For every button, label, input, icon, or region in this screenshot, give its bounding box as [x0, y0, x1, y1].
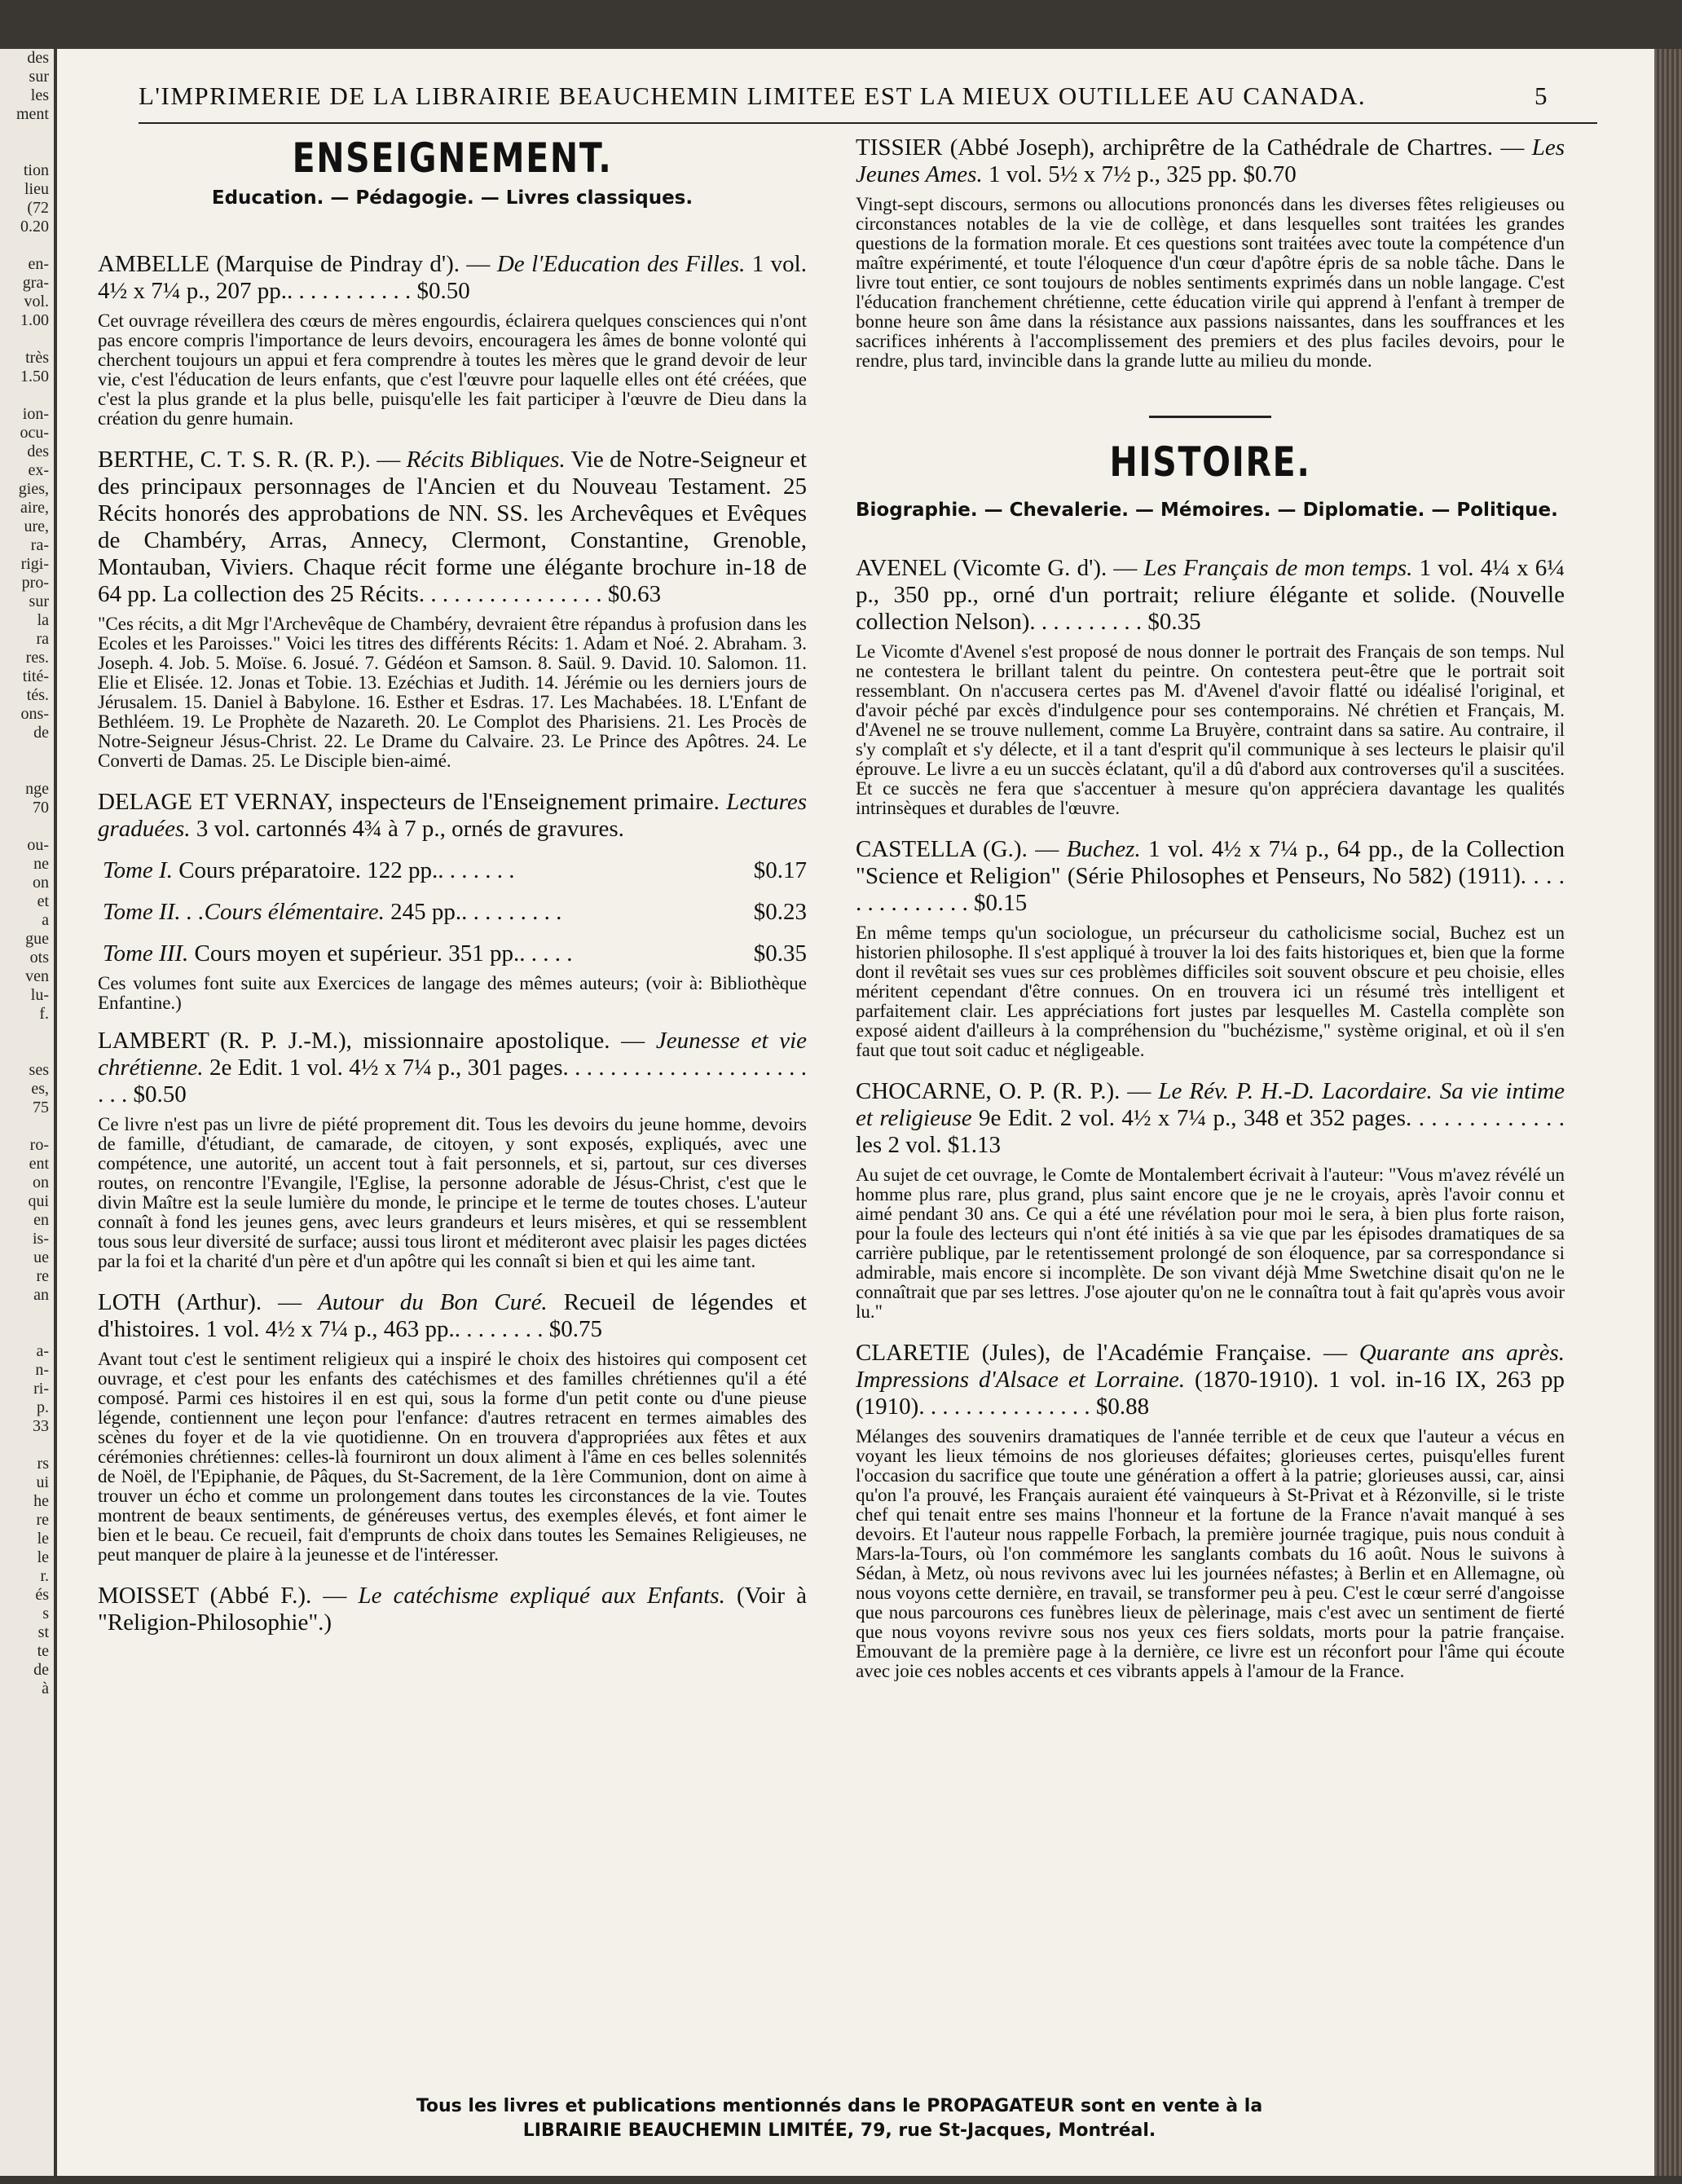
footer-line-2: LIBRAIRIE BEAUCHEMIN LIMITÉE, 79, rue St-Jacques, Montréal.: [522, 2120, 1156, 2141]
strip-fragment: ne: [33, 855, 49, 873]
entry-title: Les Français de mon temps.: [1143, 555, 1413, 581]
strip-fragment: rigi-: [20, 555, 49, 573]
entry-details: 1 vol. 4½ x 7¼ p., 64 pp., de la Collection "Science et Religion" (Série Philosophes et Penseurs, No 582) (1911). . . . . . . . . . . . . . $0.15: [856, 836, 1565, 916]
strip-fragment: [0, 1305, 54, 1323]
entry-details: (Voir à "Religion-Philosophie".): [98, 1583, 808, 1636]
tome-price: $0.17: [753, 857, 807, 883]
entry-description: Avant tout c'est le sentiment religieux qui a inspiré le choix des histoires qui composent cet ouvrage, et c'est pour les enfants des catéchismes et des familles chrétiennes qu'il a été composé. Parmi ces histoires il en est qui, sous la forme d'un petit conte ou d'une pieuse légende, contiennent une leçon pour l'enfance: d'autres retracent en termes aimables des scènes du foyer et de la vie quotidienne. On en trouvera d'appropriées aux fêtes et aux cérémonies chrétiennes: celles-là fourniront un doux aliment à l'âme en ces belles solennités de Noël, de l'Epiphanie, de Pâques, du St-Sacrement, de la 1ère Communion, dont on aime à trouver un écho et comme un prolongement dans toutes les circonstances de la vie. Toutes montrent de beaux sentiments, de généreuses vertus, des exemples élevés, et font aimer le bien et le beau. Ce recueil, fait d'emprunts de choix dans toutes les Semaines Religieuses, ne peut manquer de plaire à la jeunesse et de l'intéresser.: [98, 1349, 807, 1565]
tome-label: Tome I.: [103, 857, 173, 883]
strip-fragment: des: [27, 443, 49, 460]
strip-fragment: he: [33, 1492, 49, 1510]
strip-fragment: is-: [33, 1230, 49, 1248]
entry-chocarne: [856, 1078, 1565, 1322]
strip-fragment: a-: [36, 1342, 49, 1360]
tome-row: [98, 857, 807, 884]
tome-text: Cours moyen et supérieur. 351 pp.. . . . .: [194, 940, 573, 967]
strip-fragment: 0.20: [20, 218, 49, 236]
strip-fragment: ro-: [29, 1136, 49, 1154]
book-edge: [1654, 49, 1682, 2176]
strip-fragment: és: [35, 1586, 49, 1604]
entry-details: Vie de Notre-Seigneur et des principaux personnages de l'Ancien et du Nouveau Testament. 25 Récits honorés des approbations de NN. SS. les Archevêques et Evêques de Chambéry, Arras, Annecy, Clermont, Constantine, Grenoble, Montauban, Viviers. Chaque récit forme une élégante brochure in-18 de 64 pp. La collection des 25 Récits. . . . . . . . . . . . . . . . $0.63: [98, 447, 808, 607]
strip-fragment: lu-: [30, 986, 49, 1004]
strip-fragment: ui: [36, 1473, 49, 1491]
strip-fragment: qui: [28, 1192, 49, 1210]
entry-moisset: [98, 1583, 807, 1636]
strip-fragment: [0, 761, 54, 780]
strip-fragment: 1.50: [20, 368, 49, 385]
strip-fragment: (72: [27, 199, 49, 217]
tome-note: Ces volumes font suite aux Exercices de langage des mêmes auteurs; (voir à: Bibliothèque Enfantine.): [98, 973, 807, 1013]
strip-fragment: les: [30, 86, 49, 104]
strip-fragment: a: [42, 911, 49, 929]
entry-title: Le Rév. P. H.-D. Lacordaire. Sa vie intime et religieuse: [856, 1078, 1565, 1131]
strip-fragment: ons-: [20, 705, 49, 723]
strip-fragment: te: [37, 1642, 49, 1660]
strip-fragment: aire,: [20, 499, 49, 517]
strip-fragment: sur: [29, 592, 49, 610]
entry-title: Le catéchisme expliqué aux Enfants.: [358, 1583, 725, 1609]
entry-head: LAMBERT (R. P. J.-M.), missionnaire apostolique. —: [98, 1028, 645, 1054]
entry-details: 1 vol. 4¼ x 6¼ p., 350 pp., orné d'un portrait; reliure élégante et solide. (Nouvelle collection Nelson). . . . . . . . . . $0.35: [856, 555, 1565, 635]
right-column: [856, 134, 1565, 1681]
strip-fragment: s: [42, 1605, 49, 1623]
entry-description: Ce livre n'est pas un livre de piété proprement dit. Tous les devoirs du jeune homme, devoirs de famille, d'étudiant, de camarade, de citoyen, y sont exposés, expliqués, avec une compétence, une autorité, un accent tout à fait personnels, et si, partout, sur ces diverses routes, on rencontre l'Evangile, l'Eglise, la personne adorable de Jésus-Christ, c'est que le divin Maître est la seule lumière du monde, le principe et le terme de toutes choses. L'auteur connaît à fond les jeunes gens, avec leurs grandeurs et leurs misères, et qui se ressemblent tous sous leur diversité de surface; aussi tous liront et méditeront avec plaisir les pages dictées par la foi et la charité d'un père et d'un apôtre qui les connaît si bien et qui les aime tant.: [98, 1114, 807, 1271]
footer-notice: [212, 2094, 1467, 2143]
entry-lambert: [98, 1028, 807, 1271]
footer-line-1: Tous les livres et publications mentionnés dans le PROPAGATEUR sont en vente à la: [416, 2096, 1263, 2116]
entry-head: DELAGE ET VERNAY, inspecteurs de l'Enseignement primaire.: [98, 789, 720, 815]
strip-fragment: nge: [25, 780, 49, 798]
strip-fragment: [0, 386, 54, 405]
strip-fragment: ra-: [30, 536, 49, 554]
tome-price: $0.23: [753, 899, 807, 925]
entry-description: Mélanges des souvenirs dramatiques de l'année terrible et de ceux que l'auteur a vécus en voyant les lieux témoins de nos glorieuses défaites; glorieuses certes, puisqu'elles furent l'occasion du sacrifice que toute une génération a offert à la patrie; glorieuses aussi, car, ainsi qu'on l'a prouvé, les Français auraient été vainqueurs à St-Privat et à Rézonville, si le triste chef qui tenait entre ses mains l'honneur et la fortune de la France n'avait manqué à ses devoirs. Et l'auteur nous rappelle Forbach, la première journée tragique, puis nous conduit à Mars-la-Tours, où l'on commémore les sanglants combats du 16 août. Nous le suivons à Sédan, à Metz, où nous revivons avec lui les journées néfastes; à Berlin et en Allemagne, où nous voyons cette dernière, en travail, se transformer peu à peu. C'est le cœur serré d'angoisse que nous parcourons ces funèbres lieux de pèlerinage, mais c'est avec un sentiment de fierté que nous voyons revivre sous nos yeux ces fiers soldats, morts pour la patrie française. Emouvant de la première page à la dernière, ce livre est un réconfort pour l'âme qui écoute avec joie ces nobles accents et ces vibrants appels à l'amour de la France.: [856, 1426, 1565, 1681]
strip-fragment: rs: [37, 1455, 49, 1473]
strip-fragment: ven: [25, 967, 49, 985]
strip-fragment: [0, 1323, 54, 1342]
strip-fragment: an: [33, 1286, 49, 1304]
tome-text: 245 pp.. . . . . . . . .: [390, 899, 562, 925]
entry-ambelle: [98, 251, 807, 429]
strip-fragment: [0, 742, 54, 761]
strip-fragment: [0, 124, 54, 143]
entry-head: LOTH (Arthur). —: [98, 1289, 302, 1315]
strip-fragment: et: [37, 892, 49, 910]
strip-fragment: 75: [33, 1099, 49, 1116]
entry-delage: [98, 789, 807, 843]
entry-description: "Ces récits, a dit Mgr l'Archevêque de Chambéry, devraient être répandus à profusion dans les Ecoles et les Paroisses." Voici les titres des différents Récits: 1. Adam et Noé. 2. Abraham. 3. Joseph. 4. Job. 5. Moïse. 6. Josué. 7. Gédéon et Samson. 8. Saül. 9. David. 10. Salomon. 11. Elie et Elisée. 12. Jonas et Tobie. 13. Ezéchias et Judith. 14. Jérémie ou les derniers jours de Jérusalem. 15. Daniel à Babylone. 16. Esther et Esdras. 17. Les Machabées. 18. L'Enfant de Bethléem. 19. Le Prophète de Nazareth. 20. Le Complot des Pharisiens. 21. Les Procès de Notre-Seigneur Jésus-Christ. 22. Le Drame du Calvaire. 23. Le Prince des Apôtres. 24. Le Converti de Damas. 25. Le Disciple bien-aimé.: [98, 614, 807, 771]
entry-head: CLARETIE (Jules), de l'Académie Française. —: [856, 1340, 1348, 1366]
entry-details: (1870-1910). 1 vol. in-16 IX, 263 pp (1910). . . . . . . . . . . . . . . $0.88: [856, 1367, 1565, 1420]
tome-label: Tome III.: [103, 940, 189, 967]
entry-details: 9e Edit. 2 vol. 4½ x 7¼ p., 348 et 352 pages. . . . . . . . . . . . . les 2 vol. $1.13: [856, 1105, 1565, 1158]
entry-head: BERTHE, C. T. S. R. (R. P.). —: [98, 447, 401, 473]
strip-fragment: ocu-: [20, 424, 49, 442]
entry-claretie: [856, 1340, 1565, 1681]
strip-fragment: ses: [29, 1061, 49, 1079]
entry-head: MOISSET (Abbé F.). —: [98, 1583, 347, 1609]
entry-title: Jeunesse et vie chrétienne.: [98, 1028, 808, 1081]
entry-details: 1 vol. 5½ x 7½ p., 325 pp. $0.70: [988, 161, 1297, 187]
entry-title: Les Jeunes Ames.: [856, 134, 1565, 187]
tome-price: $0.35: [753, 940, 807, 967]
strip-fragment: le: [37, 1548, 49, 1566]
strip-fragment: ou-: [27, 836, 49, 854]
entry-title: Autour du Bon Curé.: [318, 1289, 548, 1315]
section-subtitle: Biographie. — Chevalerie. — Mémoires. — Diplomatie. — Politique.: [856, 500, 1558, 521]
strip-fragment: 70: [33, 799, 49, 817]
strip-fragment: ure,: [24, 517, 49, 535]
entry-berthe: [98, 447, 807, 771]
entry-head: CHOCARNE, O. P. (R. P.). —: [856, 1078, 1151, 1104]
entry-title: De l'Education des Filles.: [496, 251, 746, 277]
strip-fragment: re: [36, 1267, 49, 1285]
strip-fragment: 33: [33, 1417, 49, 1435]
strip-fragment: f.: [39, 1005, 49, 1023]
strip-fragment: [0, 236, 54, 255]
tome-label: Tome II. . .Cours élémentaire.: [103, 899, 385, 925]
left-column: [98, 134, 807, 1636]
entry-description: Vingt-sept discours, sermons ou allocutions prononcés dans les diverses fêtes religieuses ou circonstances notables de la vie de collège, et dans lesquelles sont traitées les grandes questions de la formation morale. Et ces questions sont traitées avec toute la compétence d'un maître expérimenté, et toute l'éloquence d'un cœur d'apôtre épris de sa noble tâche. Dans le livre tout entier, ce sont toujours de nobles sentiments exprimés dans un noble langage. C'est l'éducation franchement chrétienne, cette éducation virile qui apprend à l'enfant à tremper de bonne heure son âme dans la résistance aux passions naissantes, dans les souffrances et les sacrifices inhérents à l'accomplissement des premiers et des plus faciles devoirs, pour le rendre, plus tard, invincible dans la grande lutte au milieu du monde.: [856, 194, 1565, 371]
strip-fragment: [0, 1024, 54, 1042]
tome-text: Cours préparatoire. 122 pp.. . . . . . .: [178, 857, 515, 883]
strip-fragment: [0, 1042, 54, 1061]
strip-fragment: p.: [37, 1398, 49, 1416]
strip-fragment: ra: [36, 630, 49, 648]
strip-fragment: ots: [29, 949, 49, 967]
entry-description: Cet ouvrage réveillera des cœurs de mères engourdis, éclairera quelques consciences qui n'ont pas encore compris l'importance de leurs devoirs, encouragera les âmes de bonne volonté qui cherchent toujours un appui et fera comprendre à toutes les mères que le grand devoir de leur vie, c'est l'éducation de leurs enfants, que c'est l'œuvre pour laquelle elles ont été créées, que c'est la plus grande et la plus belle, puisqu'elle les fait participer à l'œuvre de Dieu dans la création du genre humain.: [98, 310, 807, 429]
strip-fragment: 1.00: [20, 311, 49, 329]
tome-row: [98, 899, 807, 926]
strip-fragment: gies,: [18, 480, 49, 498]
strip-fragment: res.: [25, 649, 49, 667]
strip-fragment: ex-: [28, 461, 49, 479]
strip-fragment: la: [37, 611, 49, 629]
entry-head: CASTELLA (G.). —: [856, 836, 1059, 862]
entry-avenel: [856, 555, 1565, 818]
strip-fragment: tés.: [26, 686, 49, 704]
strip-fragment: à: [42, 1680, 49, 1697]
strip-fragment: gra-: [22, 274, 49, 292]
strip-fragment: tion: [23, 161, 49, 179]
running-header: [139, 81, 1548, 117]
strip-fragment: ri-: [33, 1380, 49, 1398]
strip-fragment: [0, 817, 54, 836]
strip-fragment: gue: [25, 930, 49, 948]
entry-details: 3 vol. cartonnés 4¾ à 7 p., ornés de gravures.: [196, 816, 624, 842]
strip-fragment: ment: [16, 105, 49, 123]
strip-fragment: sur: [29, 68, 49, 86]
strip-fragment: [0, 1436, 54, 1455]
entry-title: Buchez.: [1066, 836, 1141, 862]
entry-description: Au sujet de cet ouvrage, le Comte de Montalembert écrivait à l'auteur: "Vous m'avez révélé un homme plus rare, plus grand, plus saint encore que je ne le croyais, après l'avoir connu et aimé pendant 30 ans. Ce qui a été une révélation pour moi le sera, à bien plus forte raison, pour la foule des lecteurs qui n'ont été initiés à sa vie que par les épisodes dramatiques de sa carrière publique, par le retentissement prolongé de son éloquence, par sa correspondance si admirable, mais encore si incomplète. De son vivant déjà Mme Swetchine disait qu'on ne le connaîtrait que par ses lettres. J'ose ajouter qu'on ne le connaîtra tout à fait qu'après vous avoir lu.": [856, 1165, 1565, 1322]
header-title: L'IMPRIMERIE DE LA LIBRAIRIE BEAUCHEMIN LIMITEE EST LA MIEUX OUTILLEE AU CANADA.: [139, 81, 1367, 110]
strip-fragment: ent: [29, 1155, 49, 1173]
strip-fragment: vol.: [24, 293, 49, 310]
strip-fragment: en: [33, 1211, 49, 1229]
entry-head: AMBELLE (Marquise de Pindray d'). —: [98, 251, 491, 277]
strip-fragment: de: [33, 724, 49, 742]
strip-fragment: très: [25, 349, 49, 367]
strip-fragment: de: [33, 1661, 49, 1679]
entry-description: Le Vicomte d'Avenel s'est proposé de nous donner le portrait des Français de son temps. Nul ne contestera le brillant talent du peintre. On contestera peut-être que le portrait soit ressemblant. On n'accusera certes pas M. d'Avenel d'avoir flatté ou idéalisé l'original, et d'avoir péché par excès d'indulgence pour ses contemporains. Né chrétien et Français, M. d'Avenel ne se trouve nullement, comme La Bruyère, contraint dans sa satire. Au contraire, il s'y complaît et s'y délecte, et il a tant d'esprit qu'il communique à ses lecteurs le plaisir qu'il éprouve. Le livre a eu un succès éclatant, qu'il a dû d'abord aux controverses qu'il a suscitées. Et ce succès ne fera que s'accentuer à mesure qu'on appréciera davantage les qualités intrinsèques et durables de l'œuvre.: [856, 641, 1565, 818]
strip-fragment: lieu: [24, 180, 49, 198]
strip-fragment: r.: [40, 1567, 49, 1585]
tome-row: [98, 940, 807, 967]
strip-fragment: des: [27, 49, 49, 67]
page-number: 5: [1534, 81, 1548, 110]
strip-fragment: pro-: [21, 574, 49, 592]
adjacent-page-strip: [0, 49, 54, 2176]
strip-fragment: on: [33, 1173, 49, 1191]
strip-fragment: [0, 1117, 54, 1136]
strip-fragment: st: [37, 1623, 49, 1641]
strip-fragment: en-: [28, 255, 49, 273]
entry-details: 2e Edit. 1 vol. 4½ x 7¼ p., 301 pages. . . . . . . . . . . . . . . . . . . . . . . . $0.50: [98, 1055, 808, 1107]
entry-title: Récits Bibliques.: [406, 447, 566, 473]
section-subtitle: Education. — Pédagogie. — Livres classiques.: [211, 187, 693, 209]
strip-fragment: on: [33, 874, 49, 892]
strip-fragment: [0, 143, 54, 161]
header-rule: [139, 122, 1597, 124]
strip-fragment: n-: [35, 1361, 49, 1379]
section-title-histoire: HISTOIRE.: [1109, 438, 1311, 486]
entry-title: Lectures graduées.: [98, 789, 807, 842]
entry-details: Recueil de légendes et d'histoires. 1 vol. 4½ x 7¼ p., 463 pp.. . . . . . . . $0.75: [98, 1289, 807, 1342]
entry-description: En même temps qu'un sociologue, un précurseur du catholicisme social, Buchez est un historien philosophe. Il s'est appliqué à trouver la loi des faits historiques et, bien que la forme dont il revêtait ses vues sur ces problèmes difficiles soit souvent obscure et peu choisie, elles méritent cependant d'être connues. On en trouvera ici un résumé très intelligent et parfaitement clair. Les appréciations fort justes par lesquelles M. Castella complète son exposé aident d'ailleurs à la compréhension du "buchézisme," système original, et où il s'en faut que tout soit caduc et négligeable.: [856, 922, 1565, 1060]
entry-head: TISSIER (Abbé Joseph), archiprêtre de la Cathédrale de Chartres. —: [856, 134, 1525, 161]
strip-fragment: le: [37, 1530, 49, 1548]
entry-castella: [856, 836, 1565, 1060]
strip-fragment: re: [36, 1511, 49, 1529]
entry-head: AVENEL (Vicomte G. d'). —: [856, 555, 1138, 581]
entry-details: 1 vol. 4½ x 7¼ p., 207 pp.. . . . . . . . . . . $0.50: [98, 251, 807, 304]
entry-loth: [98, 1289, 807, 1565]
strip-fragment: es,: [31, 1080, 49, 1098]
strip-fragment: ue: [33, 1248, 49, 1266]
entry-title: Quarante ans après. Impressions d'Alsace et Lorraine.: [856, 1340, 1565, 1393]
strip-fragment: [0, 330, 54, 349]
strip-fragment: tité-: [22, 667, 49, 685]
entry-tissier: [856, 134, 1565, 371]
section-title-enseignement: ENSEIGNEMENT.: [292, 134, 613, 182]
strip-fragment: ion-: [22, 405, 49, 423]
